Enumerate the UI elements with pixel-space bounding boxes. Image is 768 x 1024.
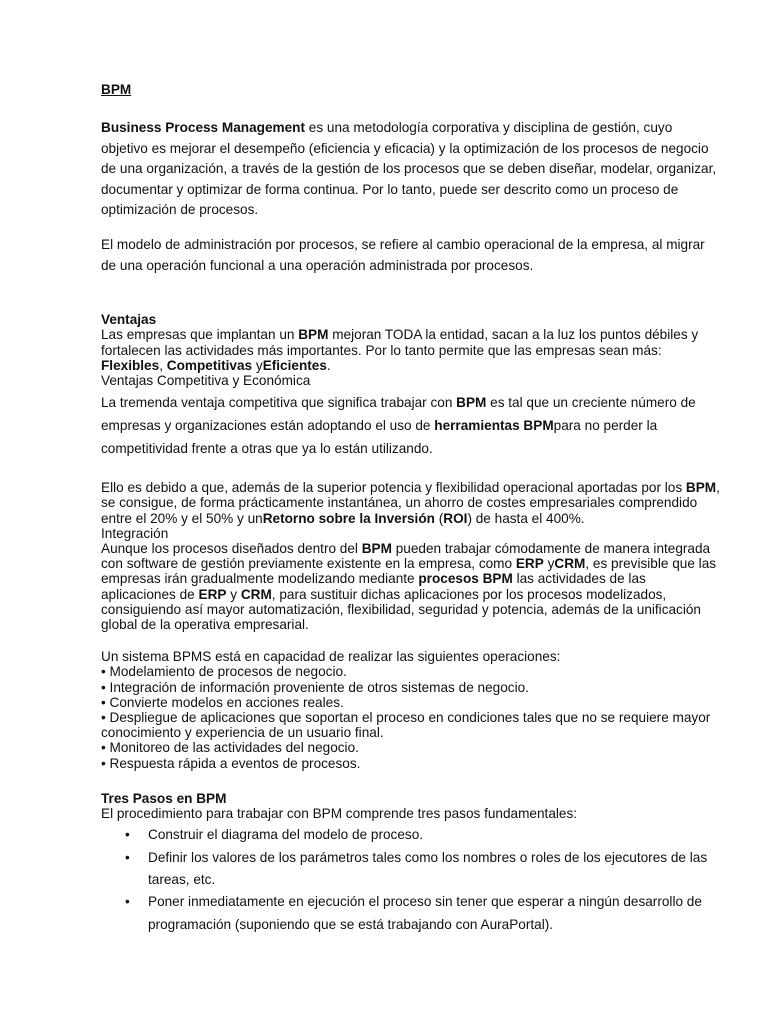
integracion-y: y [543, 556, 555, 572]
integracion-crm: CRM [554, 556, 586, 572]
paso-text: Construir el diagrama del modelo de proceso. [148, 827, 424, 843]
ahorro-paren-open: ( [434, 510, 444, 526]
ventajas-heading: Ventajas [101, 312, 157, 328]
list-item [125, 891, 721, 936]
ventajas-eficientes: Eficientes [262, 357, 327, 373]
integracion-text-c: pueden trabajar cómodamente de manera integrada con software de gestión previamente existente en la empresa, como [101, 540, 711, 572]
bpms-list [101, 664, 721, 770]
ahorro-text-g: ) de hasta el 400%. [467, 510, 585, 526]
competitiva-herramientas: herramientas BPM [434, 418, 554, 434]
integracion-erp: ERP [515, 556, 544, 572]
ventajas-period: . [326, 357, 331, 373]
integracion-procesos-bpm: procesos BPM [418, 571, 513, 587]
integracion-text-i: las actividades de las aplicaciones de [101, 571, 646, 602]
competitiva-text-a: La tremenda ventaja competitiva que significa trabajar con [101, 395, 457, 411]
integracion-bpm: BPM [361, 540, 392, 556]
document-title: BPM [101, 82, 132, 97]
integracion-paragraph [101, 541, 721, 632]
intro-paragraph-2: El modelo de administración por procesos, se refiere al cambio operacional de la empresa, al migrar de una operación funcional a una operación administrada por procesos. [101, 236, 705, 273]
document-page [101, 81, 721, 936]
ahorro-text-c: , se consigue, de forma prácticamente instantánea, un ahorro de costes empresariales comprendido entre el 20% y el 50% y un [101, 480, 720, 526]
competitiva-text-e: para no perder la competitividad frente a otras que ya lo están utilizando. [101, 418, 658, 457]
bullet-icon: • [125, 827, 130, 843]
integracion-text-g: , es previsible que las empresas irán gradualmente modelizando mediante [101, 556, 717, 587]
list-item [125, 847, 721, 892]
integracion-text-m: , para sustituir dichas aplicaciones por los procesos modelizados, consiguiendo así mayor automatización, flexibilidad, seguridad y potencia, además de la unificación global de la operativa empresarial. [101, 586, 701, 632]
ventajas-text-c: mejoran TODA la entidad, sacan a la luz los puntos débiles y fortalecen las actividades más importantes. Por lo tanto permite que las empresas sean más: [101, 327, 699, 358]
list-item: • Integración de información proveniente de otros sistemas de negocio. [101, 679, 529, 695]
ventajas-text-a: Las empresas que implantan un [101, 327, 299, 343]
pasos-list [101, 824, 721, 936]
list-item: • Despliegue de aplicaciones que soportan el proceso en condiciones tales que no se requiere mayor conocimiento y experiencia de un usuario final. [101, 710, 711, 741]
bullet-icon: • [125, 849, 130, 865]
pasos-heading: Tres Pasos en BPM [101, 790, 227, 806]
bullet-icon: • [125, 894, 130, 910]
integracion-crm-2: CRM [240, 586, 272, 602]
list-item: • Respuesta rápida a eventos de procesos. [101, 755, 361, 771]
list-item [125, 824, 721, 846]
ventajas-subheading: Ventajas Competitiva y Económica [101, 372, 311, 388]
competitiva-bpm: BPM [456, 395, 487, 411]
list-item: • Convierte modelos en acciones reales. [101, 694, 344, 710]
bpms-intro: Un sistema BPMS está en capacidad de realizar las siguientes operaciones: [101, 649, 561, 665]
integracion-heading: Integración [101, 525, 169, 541]
intro-text: es una metodología corporativa y disciplina de gestión, cuyo objetivo es mejorar el desempeño (eficiencia y eficacia) y la optimización de los procesos de negocio de una organización, a través de la gestión de los procesos que se deben diseñar, modelar, organizar, documentar y optimizar de forma continua. Por lo tanto, puede ser descrito como un proceso de optimización de procesos. [101, 120, 717, 218]
integracion-y-2: y [226, 586, 241, 602]
integracion-erp-2: ERP [198, 586, 227, 602]
ahorro-roi: ROI [443, 510, 468, 526]
ahorro-retorno: Retorno sobre la Inversión [262, 510, 435, 526]
ventajas-y: y [252, 357, 263, 373]
pasos-intro: El procedimiento para trabajar con BPM comprende tres pasos fundamentales: [101, 806, 578, 822]
competitiva-text-c: es tal que un creciente número de empresas y organizaciones están adoptando el uso de [101, 395, 696, 434]
intro-paragraph [101, 118, 721, 221]
paso-text: Poner inmediatamente en ejecución el proceso sin tener que esperar a ningún desarrollo de programación (suponiendo que se está trabajando con AuraPortal). [148, 894, 702, 932]
ventajas-paragraph [101, 327, 721, 373]
list-item: • Monitoreo de las actividades del negocio. [101, 740, 359, 756]
intro-term: Business Process Management [101, 120, 305, 135]
ventajas-bpm: BPM [298, 327, 329, 343]
ventajas-competitivas: Competitivas [166, 357, 253, 373]
ahorro-bpm: BPM [685, 480, 717, 496]
ahorro-paragraph [101, 480, 721, 526]
integracion-text-a: Aunque los procesos diseñados dentro del [101, 540, 362, 556]
list-item: • Modelamiento de procesos de negocio. [101, 664, 347, 680]
ahorro-text-a: Ello es debido a que, además de la superior potencia y flexibilidad operacional aportadas por los [101, 480, 686, 496]
paso-text: Definir los valores de los parámetros tales como los nombres o roles de los ejecutores de las tareas, etc. [148, 849, 708, 888]
ventajas-flexibles: Flexibles [101, 357, 160, 373]
ventajas-competitiva-paragraph [101, 391, 721, 460]
ventajas-comma: , [159, 357, 167, 373]
